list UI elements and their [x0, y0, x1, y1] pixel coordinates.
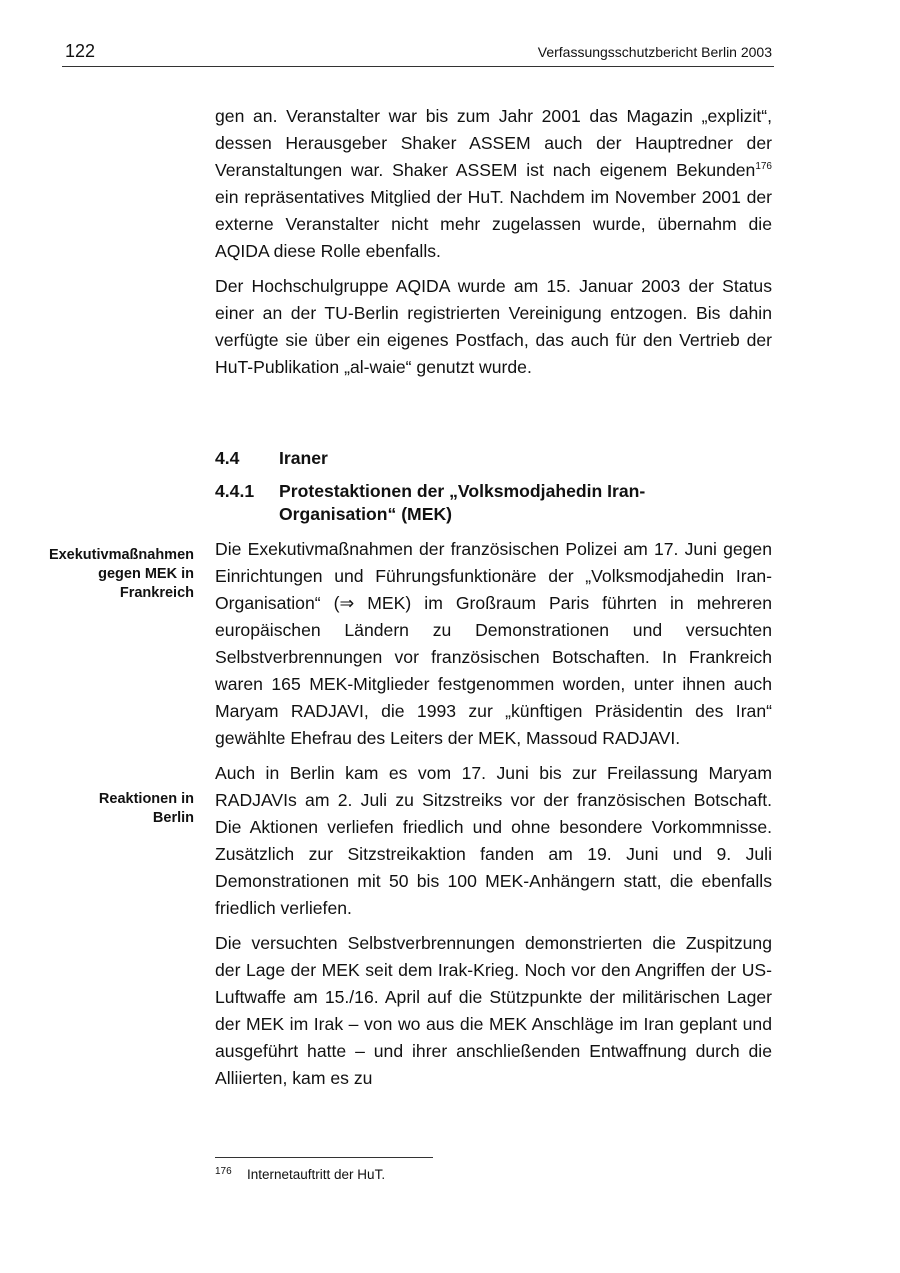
- margin-note-line: Exekutivmaßnahmen: [48, 547, 194, 563]
- page-header: [62, 40, 774, 67]
- margin-note-reaktionen: [4, 790, 194, 828]
- margin-note-line: Berlin: [152, 810, 194, 826]
- section-title: Iraner: [279, 448, 328, 468]
- section-heading-4-4: [215, 447, 328, 470]
- section-number: 4.4: [215, 448, 240, 468]
- page-number: 122: [65, 41, 96, 61]
- margin-note-line: Reaktionen in: [98, 791, 194, 807]
- section-heading-4-4-1: [215, 480, 645, 526]
- subsection-title-line-2: Organisation“ (MEK): [279, 504, 453, 524]
- paragraph-5: Die versuchten Selbstverbrennungen demonstrierten die Zuspitzung der Lage der MEK seit dem Irak-Krieg. Noch vor den Angriffen der US-Luftwaffe am 15./16. April auf die Stützpunkte der militärischen Lager der MEK im Irak – von wo aus die MEK Anschläge im Iran geplant und ausgeführt hatte – und ihrer anschließenden Entwaffnung durch die Alliierten, kam es zu: [215, 933, 772, 1088]
- subsection-title: [279, 480, 645, 526]
- running-title: Verfassungsschutzbericht Berlin 2003: [537, 44, 772, 60]
- margin-note-line: Frankreich: [119, 585, 194, 601]
- paragraph-2: Der Hochschulgruppe AQIDA wurde am 15. Januar 2003 der Status einer an der TU-Berlin registrierten Vereinigung entzogen. Bis dahin verfügte sie über ein eigenes Postfach, das auch für den Vertrieb der HuT-Publikation „al-waie“ genutzt wurde.: [215, 276, 772, 377]
- footnote-divider: [215, 1157, 433, 1158]
- footnote-text: Internetauftritt der HuT.: [247, 1167, 386, 1182]
- footnote-ref-176[interactable]: 176: [755, 161, 772, 173]
- paragraph-4: Auch in Berlin kam es vom 17. Juni bis zur Freilassung Maryam RADJAVIs am 2. Juli zu Sitzstreiks vor der französischen Botschaft. Die Aktionen verliefen friedlich und ohne besondere Vorkommnisse. Zusätzlich zur Sitzstreikaktion fanden am 19. Juni und 9. Juli Demonstrationen mit 50 bis 100 MEK-Anhängern statt, die ebenfalls friedlich verliefen.: [215, 763, 772, 918]
- paragraph-1-text-a: gen an. Veranstalter war bis zum Jahr 2001 das Magazin „explizit“, dessen Herausgeber Shaker ASSEM auch der Hauptredner der Veranstaltungen war. Shaker ASSEM ist nach eigenem Bekunden: [215, 106, 772, 180]
- paragraph-1-text-b: ein repräsentatives Mitglied der HuT. Nachdem im November 2001 der externe Veranstalter nicht mehr zugelassen wurde, übernahm die AQIDA diese Rolle ebenfalls.: [215, 187, 772, 261]
- text-block-mek: [215, 536, 772, 1100]
- subsection-number: 4.4.1: [215, 481, 255, 501]
- margin-note-line: gegen MEK in: [98, 566, 194, 582]
- footnote-176: 176 Internetauftritt der HuT.: [215, 1165, 386, 1182]
- paragraph-1: [215, 103, 772, 265]
- subsection-title-line-1: Protestaktionen der „Volksmodjahedin Iran-: [279, 481, 646, 501]
- paragraph-3: Die Exekutivmaßnahmen der französischen Polizei am 17. Juni gegen Einrichtungen und Führungsfunktionäre der „Volksmodjahedin Iran-Organisation“ (⇒ MEK) im Großraum Paris führten in mehreren europäischen Ländern zu Demonstrationen und versuchten Selbstverbrennungen vor französischen Botschaften. In Frankreich waren 165 MEK-Mitglieder festgenommen worden, unter ihnen auch Maryam RADJAVI, die 1993 zur „künftigen Präsidentin des Iran“ gewählte Ehefrau des Leiters der MEK, Massoud RADJAVI.: [215, 539, 772, 748]
- margin-note-exekutivmassnahmen: [4, 546, 194, 603]
- text-block-top: [215, 103, 772, 389]
